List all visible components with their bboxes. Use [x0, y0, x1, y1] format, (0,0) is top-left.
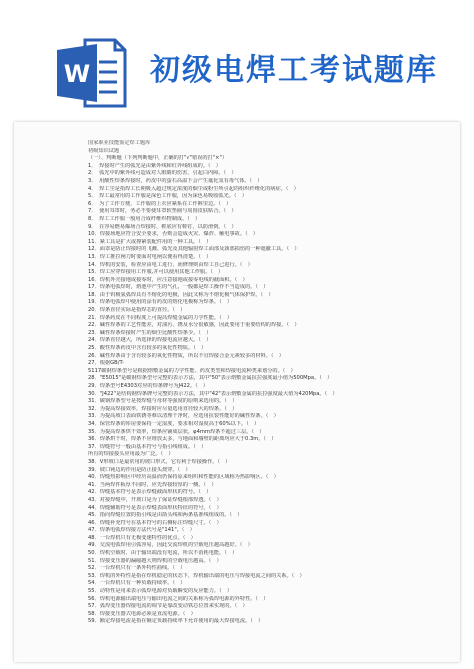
question-item: 44．焊缝辅助符号是表示焊缝表面形状特征的符号。（ ）	[88, 504, 222, 511]
question-item: 54．一台焊机只有一种负载持续率。（ ）	[88, 580, 186, 587]
question-item: 42．焊缝基本符号是表示焊缝截面形状的符号。（ ）	[88, 489, 212, 496]
question-item: 6． 为了工作方便，工作服的上衣应紧系在工作裤里边。（ ）	[88, 200, 232, 207]
question-item: 16．焊机外壳接地或接零时，应注意接地或接零电线的截面积。（ ）	[88, 276, 248, 283]
question-item: 38．V形坡口是最常用的坡口形式，它有利于焊接操作。（ ）	[88, 458, 231, 465]
question-item: 47．焊条电弧焊焊接方法代号是"141"。（ ）	[88, 527, 195, 534]
question-item: 45．指向焊缝位置的指引线是由箭头线和两条基准线组成的。（ ）	[88, 512, 243, 519]
question-item: 37．焊缝符号一般由基本符号与指引线组成。（ ）	[88, 443, 207, 450]
question-item: 56．焊机电源输出端电压与输出电流之间的关系称为弧焊电源的外特性。（ ）	[88, 595, 269, 602]
question-item: 57．弧焊变压器焊接电流的调节是靠改变动铁芯位置来实现的。（ ）	[88, 603, 248, 610]
question-item: 23．碱性焊条焊接时产生的烟尘比酸性焊条少。（ ）	[88, 329, 212, 336]
doc-heading-2: 初级知识试题	[88, 147, 120, 154]
question-item: 18．由于钨极氩弧焊具有不熔化的电极，因此又称为不熔化极气体保护焊。（ ）	[88, 291, 274, 298]
question-item: 13．焊工推拉闸刀时要面对电闸以便看得清楚。（ ）	[88, 253, 212, 260]
word-document-icon	[57, 36, 127, 110]
question-item: 39．坡口钝边的作用是防止接头烧穿。（ ）	[88, 466, 191, 473]
question-item: 36．焊条烘干时，焊条不应堆放太多，与地面和墙壁的距离均应大于0.3m。（ ）	[88, 436, 277, 443]
question-item: 49．交流电弧焊用引弧容易，因此交流焊机的空载电压越高越好。（ ）	[88, 542, 253, 549]
question-item: 59．额定焊接电流是指在额定负载持续率下允许使用的最大焊接电流。（ ）	[88, 618, 264, 625]
icon-letter: W	[63, 60, 91, 88]
question-item: 7． 使用耳罩时，务必不要使耳罩软垫圈与周围皮肤贴合。（ ）	[88, 208, 237, 215]
question-item: 40．焊缝热影响区中经历高温而仍保持原来组织和性能的区域称为热影响区。（ ）	[88, 474, 279, 481]
question-item: 43．对接焊缝中，开坡口是为了保证焊缝根部焊透。（ ）	[88, 496, 222, 503]
page-title: 初级电焊工考试题库	[150, 53, 438, 88]
question-item: 25．酸性焊条药皮中含有较多的氧化性物质。（ ）	[88, 345, 207, 352]
question-item: 52．一台焊机只有一条外特性曲线。（ ）	[88, 565, 186, 572]
question-item: 41．当两焊件板厚不同时，应先焊接较厚的一侧。（ ）	[88, 481, 217, 488]
question-list	[88, 163, 418, 626]
question-item: 5． 焊工最常用的工作服是深色工作服，因为深色易吸收弧光。（ ）	[88, 193, 247, 200]
question-item: 55．动特性是用来表示弧焊电源对负载瞬变的反应能力。（ ）	[88, 588, 233, 595]
doc-section-title: （一）、判断题（下列判断题中，正确的打"√"错误的打"×"）	[88, 155, 228, 162]
question-item: 46．焊缝补充符号在基本符号的右侧标注焊缝尺寸。（ ）	[88, 519, 222, 526]
question-item: 30．"J422"是结构钢焊条牌号完整的表示方法，其中"42"表示熔敷金属的抗拉强度最大值为420Mpa。（ ）	[88, 390, 338, 397]
question-item: 9． 在容易燃易爆场合焊接时，鞋底应有鞋钉，以防滑倒。（ ）	[88, 223, 237, 230]
question-item: 34．保管焊条的库房要保持一定湿度，要求相对湿度高于60%以下。（ ）	[88, 420, 260, 427]
question-item: 51．焊接变压器的漏磁越大则焊机的空载电压越高。（ ）	[88, 557, 222, 564]
question-item: 35．为提高焊条烘干效率，焊条应铺成层状，φ4mm焊条不超过三层。（ ）	[88, 428, 265, 435]
document-body	[88, 140, 418, 626]
question-item: 28．"E5015"是碳钢焊条型号完整的表示方法，其中"50"表示熔敷金属抗拉强度最小值为500Mpa。（ ）	[88, 375, 333, 382]
question-item: 3． 用酸性焊条焊接时，药皮中的萤石高温下会产生氟化氢有毒气体。（ ）	[88, 177, 263, 184]
question-item: 1． 焊接时产生的弧光是由紫外线和红外线组成的。（ ）	[88, 162, 221, 169]
question-item: 17．焊条电弧焊时，熔池中产生的气孔，一般都是焊工操作不当造成的。（ ）	[88, 284, 269, 291]
banner-header	[0, 0, 474, 122]
question-item: 20．焊条直径实际是指焊芯的直径。（ ）	[88, 307, 186, 314]
question-item: 所有的焊接接头应用最为广泛。（ ）	[88, 451, 174, 458]
question-item: 11．紧工具是扩大或撑紧装配件用的一种工具。（ ）	[88, 238, 212, 245]
question-item: 8． 焊工工作服一般用合成纤维织物制成。（ ）	[88, 215, 201, 222]
question-item: 33．为提高坡口表面铁锈等难以清理干净时，应选用抗裂性能好的碱性焊条。（ ）	[88, 413, 279, 420]
question-item: 12．面罩是防止焊接时的飞溅、弧光及其他辐射焊工面部及颈部损伤的一种遮蔽工具。（ ）	[88, 246, 300, 253]
question-item: 26．碱性焊条由于含有较多的氧化性物质，所以不宜焊接合金元素较多的材料。（ ）	[88, 352, 284, 359]
question-item: 21．焊条药皮在不同程度上可提高焊缝金属的力学性能。（ ）	[88, 314, 233, 321]
question-item: 32．为提高焊接效率，焊接时应尽量选用直径较大的焊条。（ ）	[88, 405, 238, 412]
question-item: 22．碱性焊条的工艺性能差，对油污、锈及水分很敏感，因此要用于重要结构的焊接。（ ）	[88, 322, 300, 329]
question-item: 2． 弧光中的紫外线可造成对人眼睛的伤害，引起白内障。（ ）	[88, 170, 237, 177]
question-item: 50．焊机空载时，由于输出端没有电流，所以不消耗电能。（ ）	[88, 550, 238, 557]
question-item: 58．焊接变压器式电源必须是直流电源。（ ）	[88, 610, 196, 617]
question-item: 24．焊条直径越大，所选择的焊接电流应越大。（ ）	[88, 337, 212, 344]
question-item: 14．焊机的安装，检查应由电工进行，而修理则由焊工自己进行。（ ）	[88, 261, 253, 268]
question-item: 31．碳钢焊条型号是按焊缝与母材等强度的原则来选用的。（ ）	[88, 398, 238, 405]
question-item: 15．焊工应穿焊接用工作服,并可以使用其他工作服。（ ）	[88, 269, 224, 276]
question-item: 10．焊接场地应符合安全要求，否则会造成火灾、爆炸、触电事故。（ ）	[88, 231, 259, 238]
question-item: 53．焊机的外特性是指在焊机稳定的状态下，焊机输出端的电压与焊接电流之间的关系。（ ）	[88, 572, 305, 579]
question-item: 48．一台焊机只有无极变速特性的优点。（ ）	[88, 534, 196, 541]
question-item: 4． 焊工尘是指焊工长期吸入超过规定浓度的烟尘或粉尘所引起的组织纤维化的病症。（ ）	[88, 185, 299, 192]
doc-heading-1: 国家职业技能鉴定焊工题库	[88, 140, 151, 146]
question-item: 19．焊条电弧焊中使用的涂有药皮的熔化电极称为焊条。（ ）	[88, 299, 233, 306]
question-item: 27．根据GB/T-	[88, 360, 125, 367]
question-item: 29．焊条型号E4303对应的焊条牌号为J422。（ ）	[88, 383, 209, 389]
question-item: 5117碳钢焊条型号是根据熔敷金属的力学性能、药皮类型和焊接电流种类来划分的。（ ）	[88, 367, 296, 374]
